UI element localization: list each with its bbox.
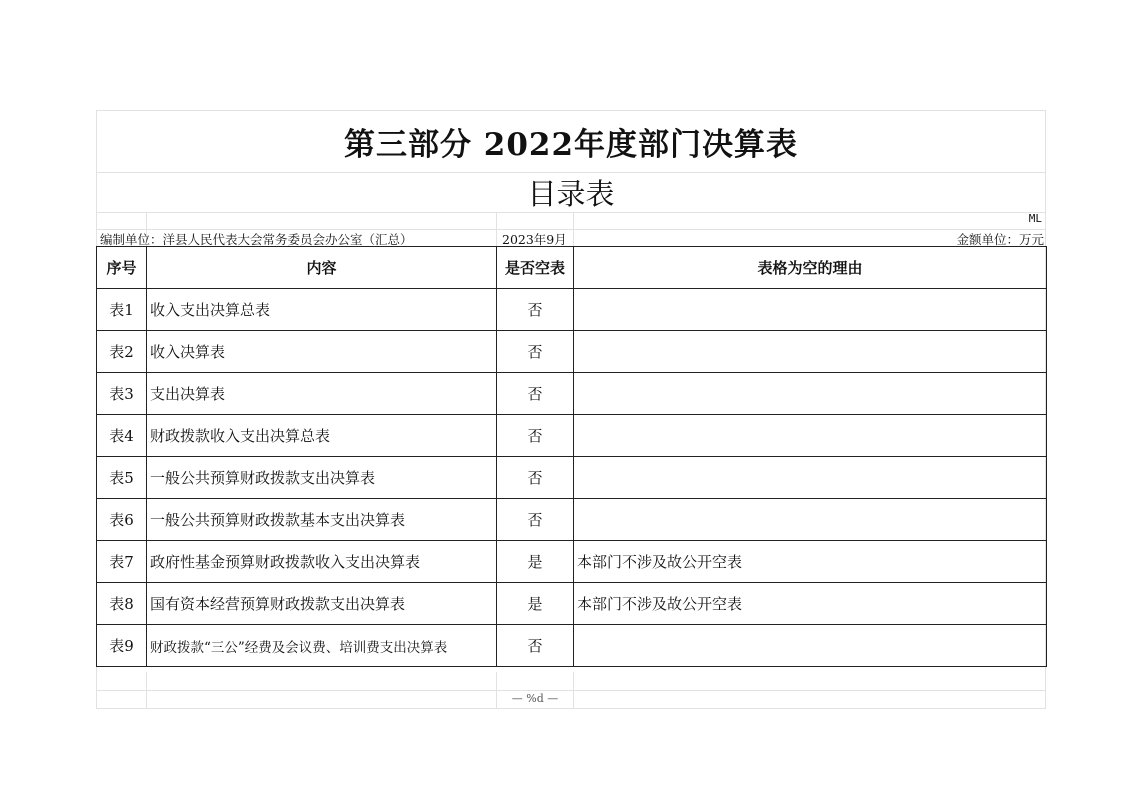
- table-row: [97, 373, 1047, 415]
- directory-table: [96, 246, 1047, 667]
- row-name: 财政拨款“三公”经费及会议费、培训费支出决算表: [147, 625, 497, 667]
- row-reason: 本部门不涉及故公开空表: [574, 583, 1047, 625]
- row-number: 表8: [97, 583, 147, 625]
- row-number: 表1: [97, 289, 147, 331]
- table-row: [97, 583, 1047, 625]
- table-header-row: [97, 247, 1047, 289]
- page-number-footer: — %d —: [511, 692, 559, 705]
- table-row: [97, 499, 1047, 541]
- row-name: 财政拨款收入支出决算总表: [147, 415, 497, 457]
- header-is-empty: 是否空表: [497, 247, 574, 289]
- grid-line: [573, 212, 574, 246]
- row-name: 收入决算表: [147, 331, 497, 373]
- row-reason: [574, 625, 1047, 667]
- row-name: 国有资本经营预算财政拨款支出决算表: [147, 583, 497, 625]
- row-is-empty: 否: [497, 457, 574, 499]
- row-reason: [574, 499, 1047, 541]
- row-is-empty: 否: [497, 415, 574, 457]
- row-name: 政府性基金预算财政拨款收入支出决算表: [147, 541, 497, 583]
- table-row: [97, 541, 1047, 583]
- grid-line: [96, 708, 1046, 709]
- row-reason: 本部门不涉及故公开空表: [574, 541, 1047, 583]
- row-is-empty: 否: [497, 625, 574, 667]
- header-empty-reason: 表格为空的理由: [574, 247, 1047, 289]
- row-number: 表7: [97, 541, 147, 583]
- row-name: 一般公共预算财政拨款基本支出决算表: [147, 499, 497, 541]
- row-reason: [574, 289, 1047, 331]
- row-name: 一般公共预算财政拨款支出决算表: [147, 457, 497, 499]
- row-number: 表9: [97, 625, 147, 667]
- row-is-empty: 否: [497, 289, 574, 331]
- table-row: [97, 289, 1047, 331]
- grid-line: [96, 690, 1046, 691]
- grid-line: [146, 672, 147, 708]
- report-date: 2023年9月: [502, 232, 567, 247]
- grid-line: [496, 212, 497, 246]
- table-row: [97, 331, 1047, 373]
- row-is-empty: 否: [497, 373, 574, 415]
- page-subtitle: 目录表: [527, 176, 615, 211]
- row-is-empty: 是: [497, 583, 574, 625]
- row-number: 表6: [97, 499, 147, 541]
- row-is-empty: 否: [497, 499, 574, 541]
- row-name: 收入支出决算总表: [147, 289, 497, 331]
- row-reason: [574, 457, 1047, 499]
- table-row: [97, 457, 1047, 499]
- row-number: 表2: [97, 331, 147, 373]
- header-content: 内容: [147, 247, 497, 289]
- row-number: 表5: [97, 457, 147, 499]
- row-number: 表3: [97, 373, 147, 415]
- compiling-unit: 编制单位：洋县人民代表大会常务委员会办公室（汇总）: [100, 232, 413, 247]
- row-name: 支出决算表: [147, 373, 497, 415]
- row-is-empty: 是: [497, 541, 574, 583]
- page-title: 第三部分 2022年度部门决算表: [343, 126, 799, 163]
- table-row: [97, 625, 1047, 667]
- money-unit: 金额单位：万元: [956, 232, 1044, 247]
- row-reason: [574, 415, 1047, 457]
- header-seq: 序号: [97, 247, 147, 289]
- row-number: 表4: [97, 415, 147, 457]
- row-reason: [574, 373, 1047, 415]
- table-row: [97, 415, 1047, 457]
- row-reason: [574, 331, 1047, 373]
- row-is-empty: 否: [497, 331, 574, 373]
- table-code: ML: [1028, 212, 1042, 225]
